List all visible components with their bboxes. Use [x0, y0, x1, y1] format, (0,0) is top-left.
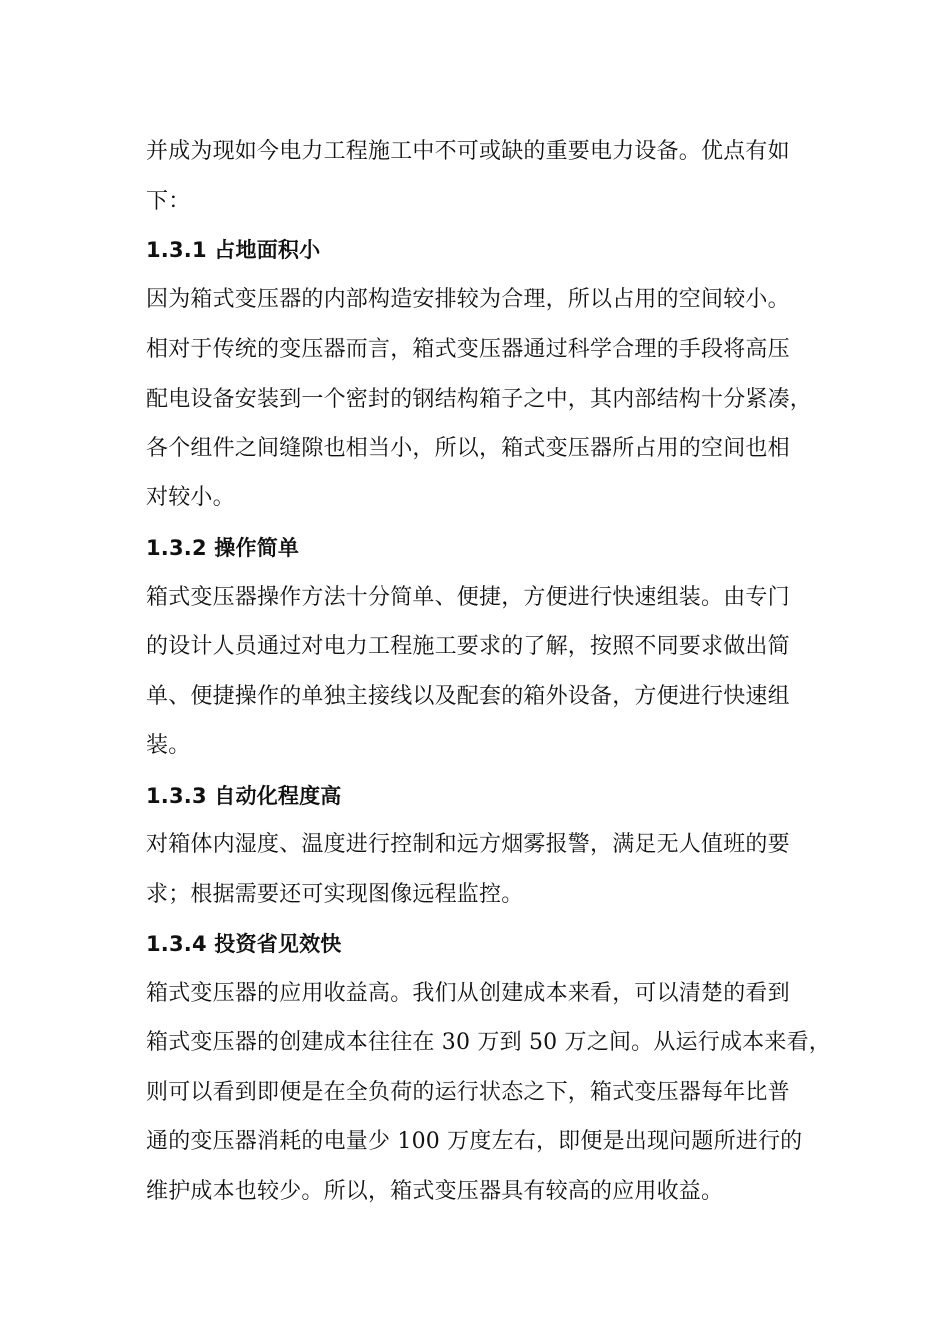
paragraph-line: 单、便捷操作的单独主接线以及配套的箱外设备，方便进行快速组	[146, 684, 790, 709]
paragraph-line: 箱式变压器的创建成本往往在 30 万到 50 万之间。从运行成本来看，	[146, 1030, 831, 1055]
section-heading-1-3-3: 1.3.3 自动化程度高	[146, 784, 342, 808]
paragraph-line: 各个组件之间缝隙也相当小，所以，箱式变压器所占用的空间也相	[146, 436, 790, 461]
intro-line-2: 下：	[146, 189, 191, 214]
paragraph-line: 配电设备安装到一个密封的钢结构箱子之中，其内部结构十分紧凑，	[146, 387, 813, 412]
paragraph-line: 装。	[146, 733, 191, 758]
paragraph-line: 箱式变压器的应用收益高。我们从创建成本来看，可以清楚的看到	[146, 981, 790, 1006]
section-heading-1-3-4: 1.3.4 投资省见效快	[146, 932, 342, 956]
section-heading-1-3-1: 1.3.1 占地面积小	[146, 238, 321, 262]
intro-line-1: 并成为现如今电力工程施工中不可或缺的重要电力设备。优点有如	[146, 139, 790, 164]
section-heading-1-3-2: 1.3.2 操作简单	[146, 536, 300, 560]
paragraph-line: 的设计人员通过对电力工程施工要求的了解，按照不同要求做出简	[146, 634, 790, 659]
paragraph-line: 对较小。	[146, 485, 235, 510]
paragraph-line: 维护成本也较少。所以，箱式变压器具有较高的应用收益。	[146, 1179, 724, 1204]
paragraph-line: 相对于传统的变压器而言，箱式变压器通过科学合理的手段将高压	[146, 337, 790, 362]
paragraph-line: 求；根据需要还可实现图像远程监控。	[146, 882, 524, 907]
paragraph-line: 因为箱式变压器的内部构造安排较为合理，所以占用的空间较小。	[146, 287, 790, 312]
paragraph-line: 通的变压器消耗的电量少 100 万度左右，即便是出现问题所进行的	[146, 1129, 803, 1154]
paragraph-line: 箱式变压器操作方法十分简单、便捷，方便进行快速组装。由专门	[146, 585, 790, 610]
paragraph-line: 对箱体内湿度、温度进行控制和远方烟雾报警，满足无人值班的要	[146, 832, 790, 857]
paragraph-line: 则可以看到即便是在全负荷的运行状态之下，箱式变压器每年比普	[146, 1080, 790, 1105]
